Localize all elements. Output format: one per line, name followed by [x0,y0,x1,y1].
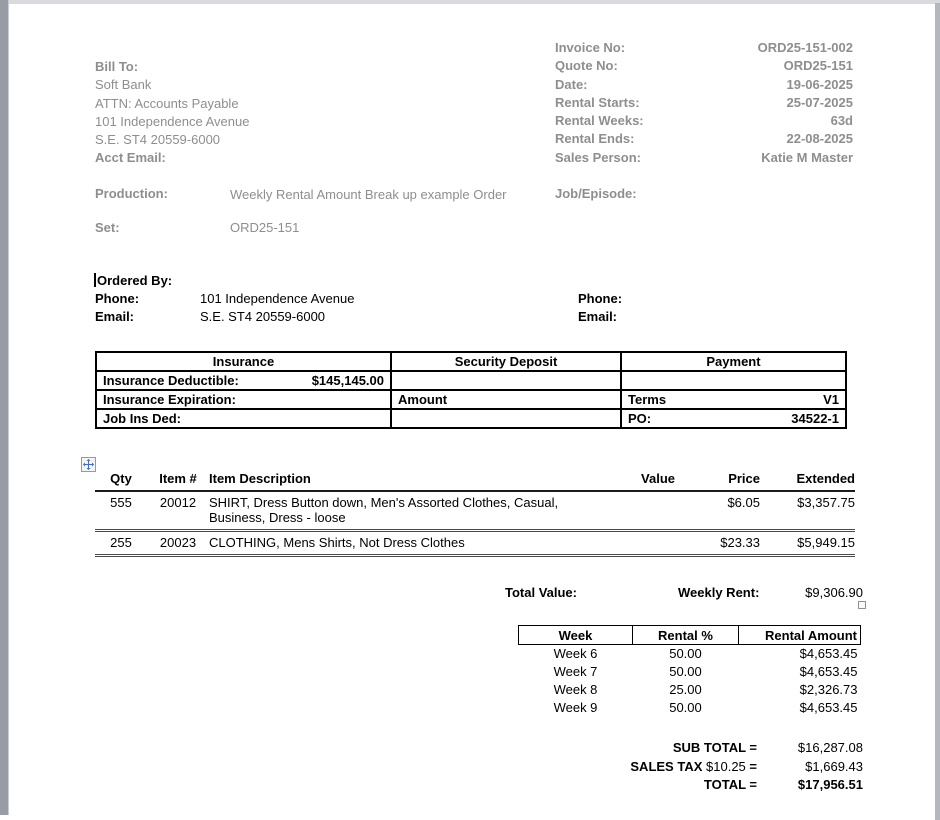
phone2-label: Phone: [578,291,623,306]
rental-ends-label: Rental Ends: [555,131,635,147]
item-1-value [597,491,675,531]
insurance-deductible-cell [96,371,391,390]
rental-starts-row [555,94,853,112]
item-description-header: Item Description [209,469,597,491]
rental-weeks-row [555,112,853,130]
total-label: TOTAL = [703,777,757,793]
total-row [495,776,863,795]
email2-label: Email: [578,309,618,324]
week-4-amount: $4,653.45 [799,700,858,715]
week-4-name: Week 9 [553,700,598,715]
week-1-pct: 50.00 [669,646,702,662]
date-label: Date: [555,76,588,92]
insurance-expiration-label: Insurance Expiration: [103,392,236,407]
total-value-label: Total Value: [505,585,577,600]
phone-value: 101 Independence Avenue [200,291,355,306]
item-2-extended: $5,949.15 [760,531,855,556]
bill-to-address2: S.E. ST4 20559-6000 [95,132,221,148]
payment-header: Payment [621,352,846,371]
sales-person-value: Katie M Master [761,149,853,165]
week-header-row [519,626,861,645]
sales-tax-rate: $10.25 [706,758,746,774]
amount-label: Amount [398,392,448,407]
item-1-price: $6.05 [675,491,760,531]
set-label: Set: [95,220,120,235]
po-cell [621,409,846,428]
table-move-handle[interactable] [81,457,96,472]
items-table [95,469,855,557]
job-episode-label: Job/Episode: [555,186,637,201]
terms-row-2 [96,390,846,409]
qty-header: Qty [95,469,147,491]
insurance-deductible-label: Insurance Deductible: [103,373,239,388]
text-cursor [94,273,96,287]
rental-ends-value: 22-08-2025 [786,131,853,147]
terms-label: Terms [628,392,667,407]
weekly-rent-value: $9,306.90 [805,585,863,600]
date-row [555,76,853,94]
acct-email-label: Acct Email: [95,150,166,166]
page-right-edge [935,3,940,820]
extended-header: Extended [760,469,855,491]
po-value: 34522-1 [791,411,839,426]
email-value: S.E. ST4 20559-6000 [200,309,326,324]
move-cross-icon [83,459,94,470]
items-header-row [95,469,855,491]
item-1-extended: $3,357.75 [760,491,855,531]
item-2-description: CLOTHING, Mens Shirts, Not Dress Clothes [209,531,597,556]
item-row-1 [95,491,855,531]
table-resize-handle[interactable] [858,601,866,609]
totals-block [495,739,863,795]
production-value: Weekly Rental Amount Break up example Order [230,187,507,202]
total-value: $17,956.51 [797,777,863,793]
sales-tax-equals: = [749,758,757,774]
week-3-pct: 25.00 [669,682,702,697]
rental-starts-label: Rental Starts: [555,94,640,110]
rental-weeks-value: 63d [830,113,853,129]
week-breakdown-table [518,625,861,717]
terms-table [95,351,847,429]
insurance-deductible-value: $145,145.00 [311,373,384,388]
job-ins-ded-label: Job Ins Ded: [103,411,182,426]
job-ins-ded-cell [96,409,391,428]
terms-row-3 [96,409,846,428]
bill-to-address1: 101 Independence Avenue [95,113,250,129]
invoice-info-block [555,39,853,167]
invoice-no-row [555,39,853,57]
week-2-name: Week 7 [553,664,598,679]
value-header: Value [597,469,675,491]
week-row-2 [519,663,861,681]
sub-total-label: SUB TOTAL = [672,740,757,755]
sales-tax-label: SALES TAX [630,758,703,774]
rental-ends-row [555,130,853,148]
insurance-expiration-cell [96,390,391,409]
po-label: PO: [628,411,652,426]
payment-empty-cell [621,371,846,390]
item-2-price: $23.33 [675,531,760,556]
rental-amount-header: Rental Amount [739,626,861,645]
insurance-header: Insurance [96,352,391,371]
terms-row-1 [96,371,846,390]
page-left-margin [0,0,9,815]
terms-cell [621,390,846,409]
quote-no-label: Quote No: [555,58,618,74]
bill-to-attn: ATTN: Accounts Payable [95,95,239,111]
item-2-number: 20023 [147,531,209,556]
week-2-pct: 50.00 [669,664,702,679]
deposit-empty-cell-2 [391,409,621,428]
week-2-amount: $4,653.45 [799,664,858,679]
item-2-value [597,531,675,556]
week-row-1 [519,645,861,663]
rental-pct-header: Rental % [633,626,739,645]
invoice-no-label: Invoice No: [555,40,626,55]
rental-starts-value: 25-07-2025 [786,94,853,110]
sales-tax-value: $1,669.43 [805,758,863,774]
phone-label: Phone: [95,291,140,306]
production-label: Production: [95,186,168,201]
sub-total-row [495,739,863,758]
page-top-edge [0,0,940,4]
bill-to-label: Bill To: [95,59,139,74]
email-label: Email: [95,309,135,324]
ordered-by-row[interactable] [94,273,172,288]
item-row-2 [95,531,855,556]
price-header: Price [675,469,760,491]
terms-value: V1 [823,392,839,407]
sales-tax-label-group [495,758,757,777]
bill-to-company: Soft Bank [95,77,152,93]
item-no-header: Item # [147,469,209,491]
week-3-amount: $2,326.73 [799,682,858,697]
sales-tax-row [495,758,863,777]
quote-no-value: ORD25-151 [783,58,853,74]
set-value: ORD25-151 [230,220,300,235]
invoice-no-value: ORD25-151-002 [757,40,853,55]
security-deposit-header: Security Deposit [391,352,621,371]
ordered-by-label: Ordered By: [97,273,173,288]
item-1-description: SHIRT, Dress Button down, Men's Assorted Clothes, Casual, Business, Dress - loose [209,491,597,531]
item-1-qty: 555 [95,491,147,531]
sales-person-label: Sales Person: [555,149,641,165]
week-1-amount: $4,653.45 [799,646,858,662]
week-1-name: Week 6 [553,646,598,662]
weekly-rent-label: Weekly Rent: [678,585,760,600]
week-row-4 [519,699,861,717]
bill-to-block [95,58,249,168]
sub-total-value: $16,287.08 [797,740,863,755]
security-deposit-empty-cell [391,371,621,390]
week-header: Week [519,626,633,645]
quote-no-row [555,57,853,75]
week-4-pct: 50.00 [669,700,702,715]
week-3-name: Week 8 [553,682,598,697]
week-row-3 [519,681,861,699]
rental-weeks-label: Rental Weeks: [555,113,644,129]
item-1-number: 20012 [147,491,209,531]
amount-cell [391,390,621,409]
date-value: 19-06-2025 [786,76,853,92]
terms-header-row [96,352,846,371]
sales-person-row [555,149,853,167]
item-2-qty: 255 [95,531,147,556]
